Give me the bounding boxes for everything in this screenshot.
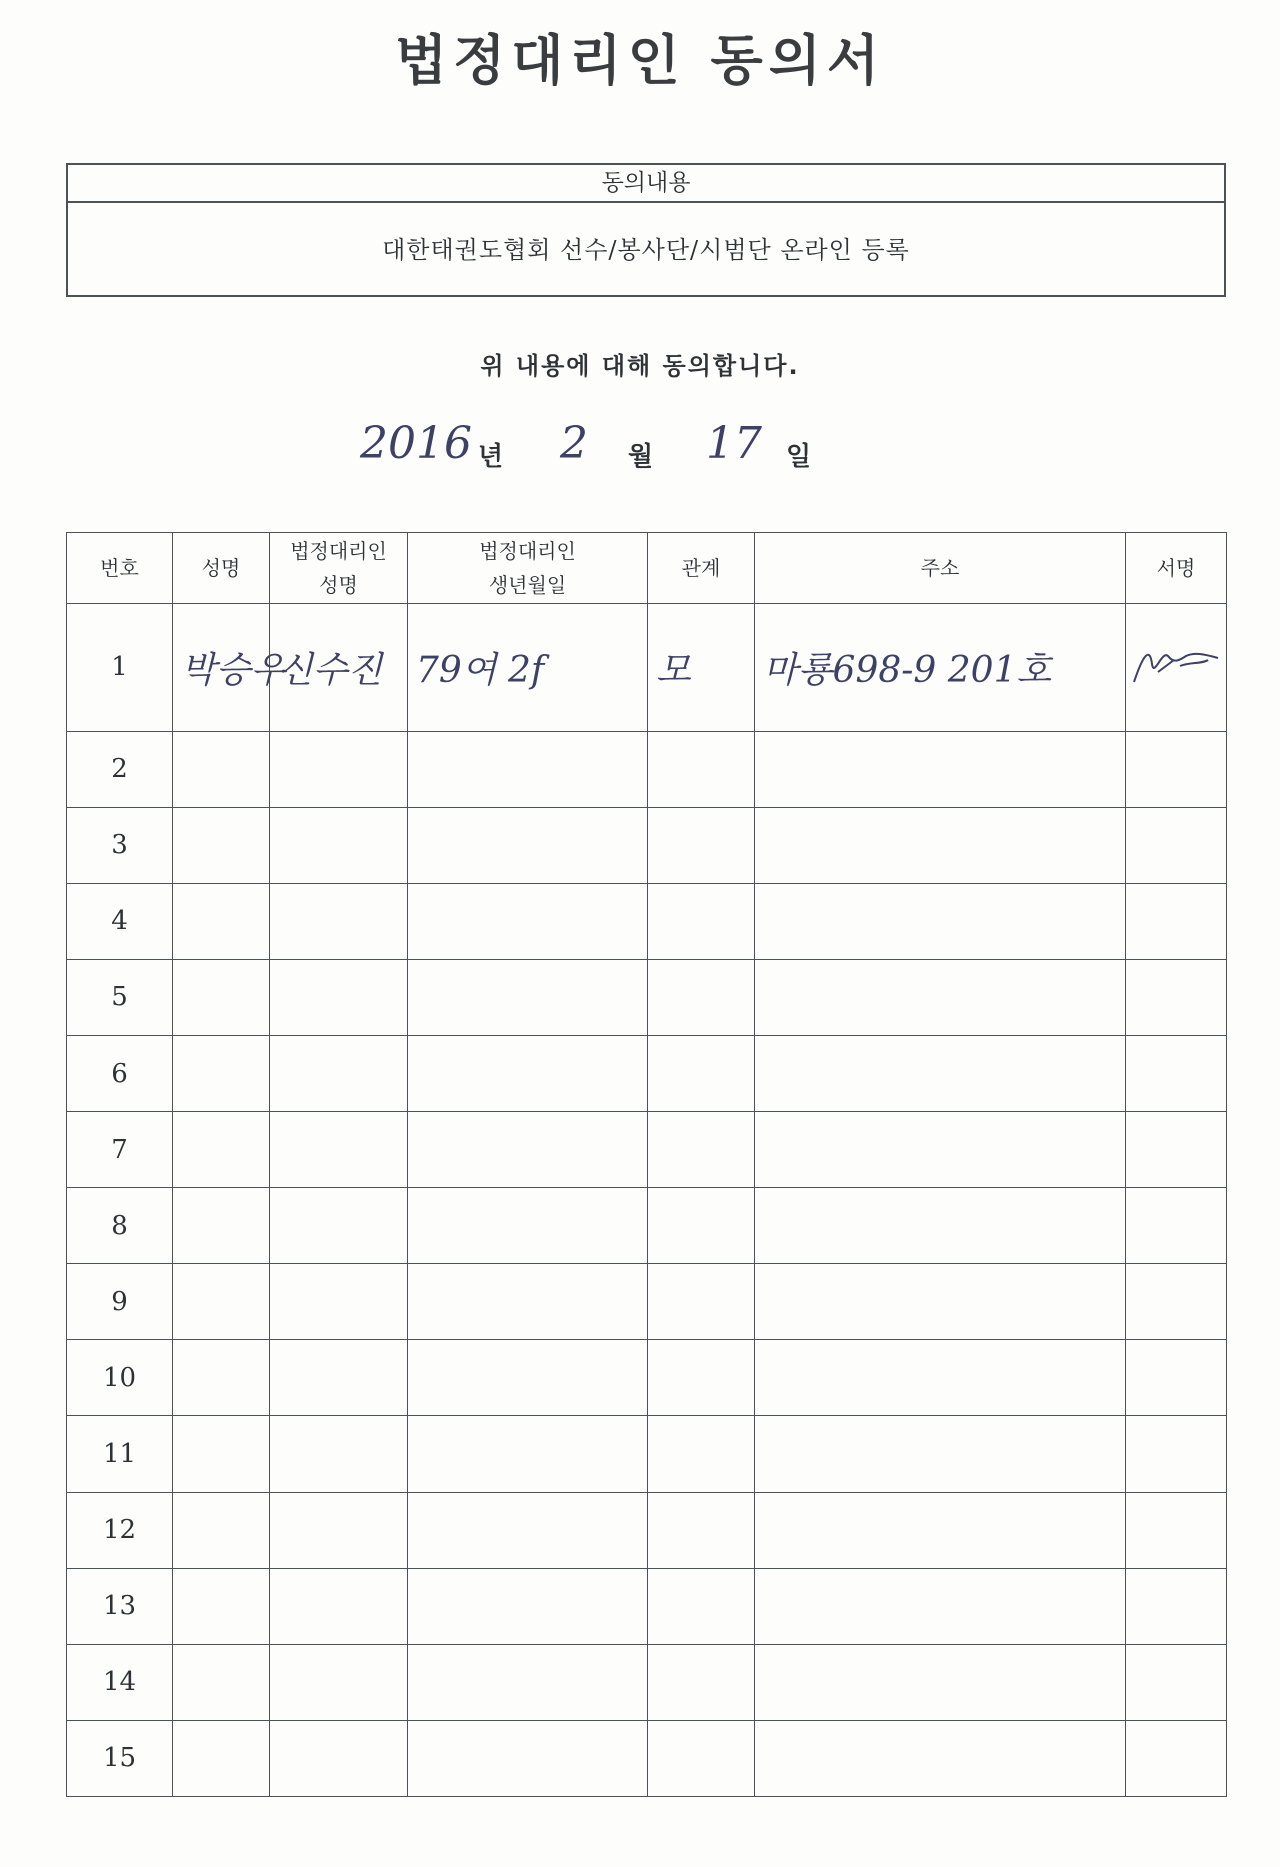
cell-relation [648, 1568, 755, 1644]
cell-guardian-birthdate [408, 959, 648, 1035]
cell-guardian-name [270, 731, 408, 807]
cell-guardian-birthdate [408, 1720, 648, 1796]
header-number: 번호 [67, 533, 173, 604]
cell-name [173, 1036, 270, 1112]
cell-address [755, 1340, 1126, 1416]
consent-content: 대한태권도협회 선수/봉사단/시범단 온라인 등록 [382, 236, 910, 264]
cell-address [755, 1644, 1126, 1720]
cell-number: 12 [67, 1492, 173, 1568]
cell-relation [648, 807, 755, 883]
cell-signature [1126, 1416, 1227, 1492]
header-line: 법정대리인 [479, 539, 576, 563]
handwritten-signature [1128, 642, 1224, 692]
cell-signature [1126, 1568, 1227, 1644]
cell-relation [648, 731, 755, 807]
cell-relation [648, 1644, 755, 1720]
table-row [67, 731, 1227, 807]
table-row [67, 1568, 1227, 1644]
cell-name: 박승우 [173, 604, 270, 732]
table-row [67, 807, 1227, 883]
cell-guardian-name: 신수진 [270, 604, 408, 732]
cell-signature [1126, 1188, 1227, 1264]
cell-address [755, 1568, 1126, 1644]
cell-address [755, 883, 1126, 959]
cell-signature [1126, 1720, 1227, 1796]
cell-number: 3 [67, 807, 173, 883]
cell-relation [648, 1264, 755, 1340]
cell-guardian-birthdate [408, 1112, 648, 1188]
cell-guardian-birthdate [408, 731, 648, 807]
cell-number: 6 [67, 1036, 173, 1112]
cell-number: 7 [67, 1112, 173, 1188]
consent-header: 동의내용 [68, 165, 1224, 203]
cell-guardian-name [270, 1416, 408, 1492]
cell-name [173, 1644, 270, 1720]
cell-name [173, 1492, 270, 1568]
header-line: 법정대리인 [290, 539, 387, 563]
header-guardian-birthdate [408, 533, 648, 604]
cell-signature [1126, 1492, 1227, 1568]
header-name: 성명 [173, 533, 270, 604]
date-year-unit: 년 [478, 442, 504, 472]
cell-guardian-name [270, 1264, 408, 1340]
cell-address [755, 1264, 1126, 1340]
cell-signature [1126, 604, 1227, 732]
cell-name [173, 883, 270, 959]
cell-guardian-birthdate [408, 807, 648, 883]
cell-guardian-birthdate [408, 1568, 648, 1644]
cell-guardian-birthdate: 79여 2f [408, 604, 648, 732]
cell-address [755, 1112, 1126, 1188]
cell-guardian-name [270, 1340, 408, 1416]
consent-table [66, 532, 1227, 1797]
cell-guardian-birthdate [408, 1264, 648, 1340]
header-address: 주소 [755, 533, 1126, 604]
cell-relation [648, 1492, 755, 1568]
cell-relation: 모 [648, 604, 755, 732]
cell-address [755, 731, 1126, 807]
cell-address [755, 1720, 1126, 1796]
agreement-statement: 위 내용에 대해 동의합니다. [480, 352, 800, 380]
table-row [67, 604, 1227, 732]
cell-guardian-birthdate [408, 883, 648, 959]
cell-guardian-name [270, 807, 408, 883]
header-guardian-name [270, 533, 408, 604]
cell-relation [648, 1112, 755, 1188]
cell-name [173, 1188, 270, 1264]
table-row [67, 1340, 1227, 1416]
cell-signature [1126, 1036, 1227, 1112]
cell-number: 2 [67, 731, 173, 807]
cell-relation [648, 959, 755, 1035]
cell-relation [648, 1036, 755, 1112]
cell-name [173, 959, 270, 1035]
cell-guardian-name [270, 1568, 408, 1644]
header-relation: 관계 [648, 533, 755, 604]
cell-guardian-name [270, 1188, 408, 1264]
table-row [67, 1720, 1227, 1796]
consent-box [66, 163, 1226, 297]
cell-name [173, 731, 270, 807]
date-month: 2 [560, 418, 588, 469]
cell-relation [648, 883, 755, 959]
table-header-row [67, 533, 1227, 604]
cell-signature [1126, 1112, 1227, 1188]
table-row [67, 1644, 1227, 1720]
cell-number: 4 [67, 883, 173, 959]
cell-signature [1126, 1264, 1227, 1340]
cell-number: 8 [67, 1188, 173, 1264]
table-row [67, 1492, 1227, 1568]
cell-address [755, 959, 1126, 1035]
cell-guardian-name [270, 1644, 408, 1720]
cell-number: 9 [67, 1264, 173, 1340]
table-row [67, 959, 1227, 1035]
cell-number: 11 [67, 1416, 173, 1492]
date-month-unit: 월 [628, 442, 654, 472]
date-day-unit: 일 [786, 442, 812, 472]
table-row [67, 1188, 1227, 1264]
table-row [67, 1264, 1227, 1340]
cell-guardian-name [270, 959, 408, 1035]
cell-name [173, 1720, 270, 1796]
table-row [67, 1036, 1227, 1112]
cell-number: 1 [67, 604, 173, 732]
cell-guardian-name [270, 883, 408, 959]
cell-name [173, 1112, 270, 1188]
cell-relation [648, 1416, 755, 1492]
cell-name [173, 1416, 270, 1492]
cell-signature [1126, 1644, 1227, 1720]
cell-address [755, 1492, 1126, 1568]
cell-address [755, 1188, 1126, 1264]
header-line: 성명 [319, 573, 358, 597]
cell-address [755, 1416, 1126, 1492]
cell-address [755, 1036, 1126, 1112]
cell-signature [1126, 731, 1227, 807]
cell-relation [648, 1340, 755, 1416]
cell-address [755, 807, 1126, 883]
cell-name [173, 1264, 270, 1340]
document-title: 법정대리인 동의서 [394, 29, 886, 92]
cell-address: 마룡698-9 201호 [755, 604, 1126, 732]
date-day: 17 [706, 418, 762, 469]
table-row [67, 1112, 1227, 1188]
cell-guardian-birthdate [408, 1036, 648, 1112]
cell-number: 15 [67, 1720, 173, 1796]
cell-name [173, 807, 270, 883]
table-row [67, 883, 1227, 959]
cell-signature [1126, 1340, 1227, 1416]
cell-guardian-birthdate [408, 1644, 648, 1720]
cell-name [173, 1568, 270, 1644]
cell-signature [1126, 959, 1227, 1035]
cell-guardian-name [270, 1720, 408, 1796]
cell-number: 14 [67, 1644, 173, 1720]
cell-guardian-name [270, 1112, 408, 1188]
cell-relation [648, 1720, 755, 1796]
cell-guardian-name [270, 1492, 408, 1568]
cell-guardian-name [270, 1036, 408, 1112]
table-row [67, 1416, 1227, 1492]
cell-number: 13 [67, 1568, 173, 1644]
cell-relation [648, 1188, 755, 1264]
cell-number: 10 [67, 1340, 173, 1416]
header-line: 생년월일 [488, 573, 567, 597]
cell-number: 5 [67, 959, 173, 1035]
cell-signature [1126, 883, 1227, 959]
cell-name [173, 1340, 270, 1416]
cell-signature [1126, 807, 1227, 883]
cell-guardian-birthdate [408, 1188, 648, 1264]
cell-guardian-birthdate [408, 1340, 648, 1416]
date-year: 2016 [360, 418, 472, 469]
cell-guardian-birthdate [408, 1492, 648, 1568]
header-signature: 서명 [1126, 533, 1227, 604]
cell-guardian-birthdate [408, 1416, 648, 1492]
